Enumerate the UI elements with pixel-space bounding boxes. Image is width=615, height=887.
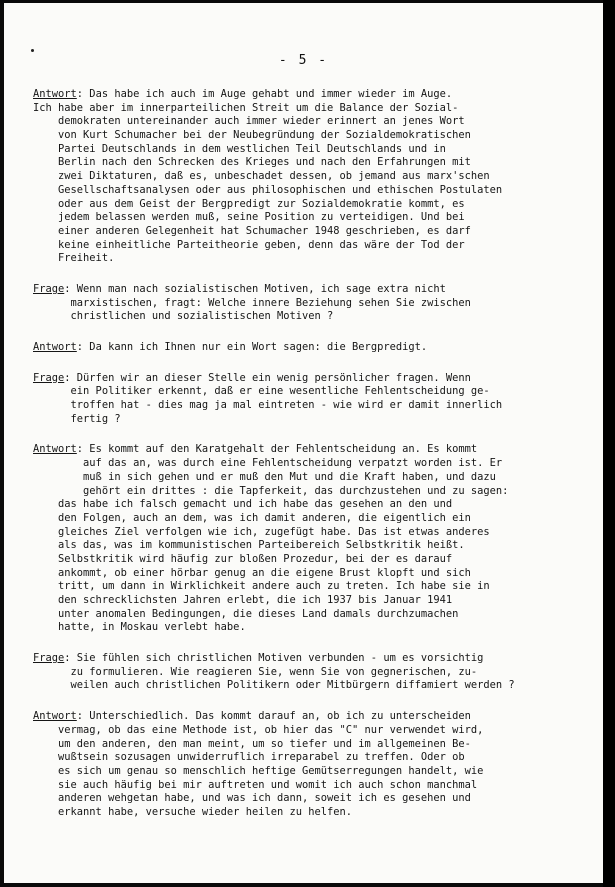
text-line: sie auch häufig bei mir auftreten und womit ich auch schon manchmal	[33, 778, 478, 791]
speaker-label: Antwort	[33, 443, 77, 456]
text-line	[33, 710, 593, 724]
text-line: fertig ?	[33, 412, 121, 425]
text-line: Gesellschaftsanalysen oder aus philosophischen und ethischen Postulaten	[33, 183, 503, 196]
text-line: auf das an, was durch eine Fehlentscheidung verpatzt worden ist. Er	[33, 457, 503, 470]
speaker-label: Antwort	[33, 710, 77, 723]
text-line: Ich habe aber im innerparteilichen Streit um die Balance der Sozial-	[33, 101, 459, 114]
text-line	[33, 652, 593, 666]
first-line-text: : Sie fühlen sich christlichen Motiven verbunden - um es vorsichtig	[64, 652, 484, 665]
text-line: troffen hat - dies mag ja mal eintreten - wie wird er damit innerlich	[33, 399, 503, 412]
scan-speck	[31, 49, 34, 52]
speaker-label: Frage	[33, 282, 65, 295]
question-block	[33, 652, 593, 693]
text-line: Freiheit.	[33, 252, 115, 265]
answer-block	[33, 443, 593, 635]
text-line: ankommt, ob einer hörbar genug an die eigene Brust klopft und sich	[33, 566, 471, 579]
speaker-label: Frage	[33, 652, 65, 665]
text-line: marxistischen, fragt: Welche innere Beziehung sehen Sie zwischen	[33, 296, 471, 309]
text-line: zwei Diktaturen, daß es, unbeschadet dessen, ob jemand aus marx'schen	[33, 170, 490, 183]
text-line: hatte, in Moskau verlebt habe.	[33, 621, 246, 634]
text-line: vermag, ob das eine Methode ist, ob hier das "C" nur verwendet wird,	[33, 723, 484, 736]
first-line-text: : Das habe ich auch im Auge gehabt und immer wieder im Auge.	[76, 88, 453, 100]
text-line: ein Politiker erkennt, daß er eine wesentliche Fehlentscheidung ge-	[33, 385, 490, 398]
speaker-label: Antwort	[33, 88, 77, 100]
text-line: den schrecklichsten Jahren erlebt, die ich 1937 bis Januar 1941	[33, 594, 453, 606]
first-line-text: : Dürfen wir an dieser Stelle ein wenig persönlicher fragen. Wenn	[64, 371, 471, 384]
answer-block	[33, 341, 593, 355]
interview-text	[33, 88, 593, 837]
first-line-text: : Da kann ich Ihnen nur ein Wort sagen: die Bergpredigt.	[76, 341, 428, 353]
text-line	[33, 372, 593, 386]
text-line: von Kurt Schumacher bei der Neubegründung der Sozialdemokratischen	[33, 129, 471, 142]
text-line: das habe ich falsch gemacht und ich habe das gesehen an den und	[33, 498, 453, 511]
text-line: einer anderen Gelegenheit hat Schumacher 1948 geschrieben, es darf	[33, 224, 471, 237]
text-line: weilen auch christlichen Politikern oder Mitbürgern diffamiert werden ?	[33, 679, 515, 692]
question-block	[33, 372, 593, 427]
text-line: anderen wehgetan habe, und was ich dann, soweit ich es gesehen und	[33, 792, 471, 805]
document-page	[4, 3, 603, 883]
text-line: keine einheitliche Parteitheorie geben, denn das wäre der Tod der	[33, 238, 465, 251]
text-line	[33, 443, 593, 457]
text-line: unter anomalen Bedingungen, die dieses Land damals durchzumachen	[33, 607, 459, 620]
text-line: demokraten untereinander auch immer wieder erinnert an jenes Wort	[33, 115, 465, 128]
text-line: tritt, um dann in Wirklichkeit andere auch zu treten. Ich habe sie in	[33, 580, 490, 593]
scan-border	[603, 0, 615, 887]
text-line: erkannt habe, versuche wieder heilen zu helfen.	[33, 805, 353, 818]
page-number: - 5 -	[278, 53, 329, 68]
text-line: zu formulieren. Wie reagieren Sie, wenn Sie von gegnerischen, zu-	[33, 665, 478, 678]
first-line-text: : Unterschiedlich. Das kommt darauf an, ob ich zu unterscheiden	[76, 710, 471, 723]
text-line: gehört ein drittes : die Tapferkeit, das durchzustehen und zu sagen:	[33, 484, 509, 497]
first-line-text: : Es kommt auf den Karatgehalt der Fehlentscheidung an. Es kommt	[76, 443, 478, 456]
text-line: jedem belassen werden muß, seine Position zu verteidigen. Und bei	[33, 211, 465, 224]
text-line: oder aus dem Geist der Bergpredigt zur Sozialdemokratie kommt, es	[33, 197, 465, 210]
text-line	[33, 88, 593, 102]
text-line: Berlin nach den Schrecken des Krieges und nach den Erfahrungen mit	[33, 156, 471, 169]
text-line: Selbstkritik wird häufig zur bloßen Prozedur, bei der es darauf	[33, 552, 453, 565]
text-line	[33, 283, 593, 297]
text-line: muß in sich gehen und er muß den Mut und die Kraft haben, und dazu	[33, 470, 496, 483]
text-line: christlichen und sozialistischen Motiven ?	[33, 310, 334, 323]
text-line: wußtsein sozusagen unwiderruflich irreparabel zu treffen. Oder ob	[33, 751, 465, 764]
text-line: um den anderen, den man meint, um so tiefer und im allgemeinen Be-	[33, 737, 471, 750]
text-line: Partei Deutschlands in dem westlichen Teil Deutschlands und in	[33, 142, 446, 155]
answer-block	[33, 710, 593, 820]
first-line-text: : Wenn man nach sozialistischen Motiven, ich sage extra nicht	[64, 282, 446, 295]
text-line: als das, was im kommunistischen Parteibereich Selbstkritik heißt.	[33, 539, 465, 552]
question-block	[33, 283, 593, 324]
text-line: es sich um genau so menschlich heftige Gemütserregungen handelt, wie	[33, 764, 484, 777]
text-line	[33, 341, 593, 355]
speaker-label: Frage	[33, 371, 65, 384]
text-line: gleiches Ziel verfolgen wie ich, zugefügt habe. Das ist etwas anderes	[33, 525, 490, 538]
text-line: den Folgen, auch an dem, was ich damit anderen, die eigentlich ein	[33, 511, 471, 524]
answer-block	[33, 88, 593, 266]
speaker-label: Antwort	[33, 341, 77, 353]
